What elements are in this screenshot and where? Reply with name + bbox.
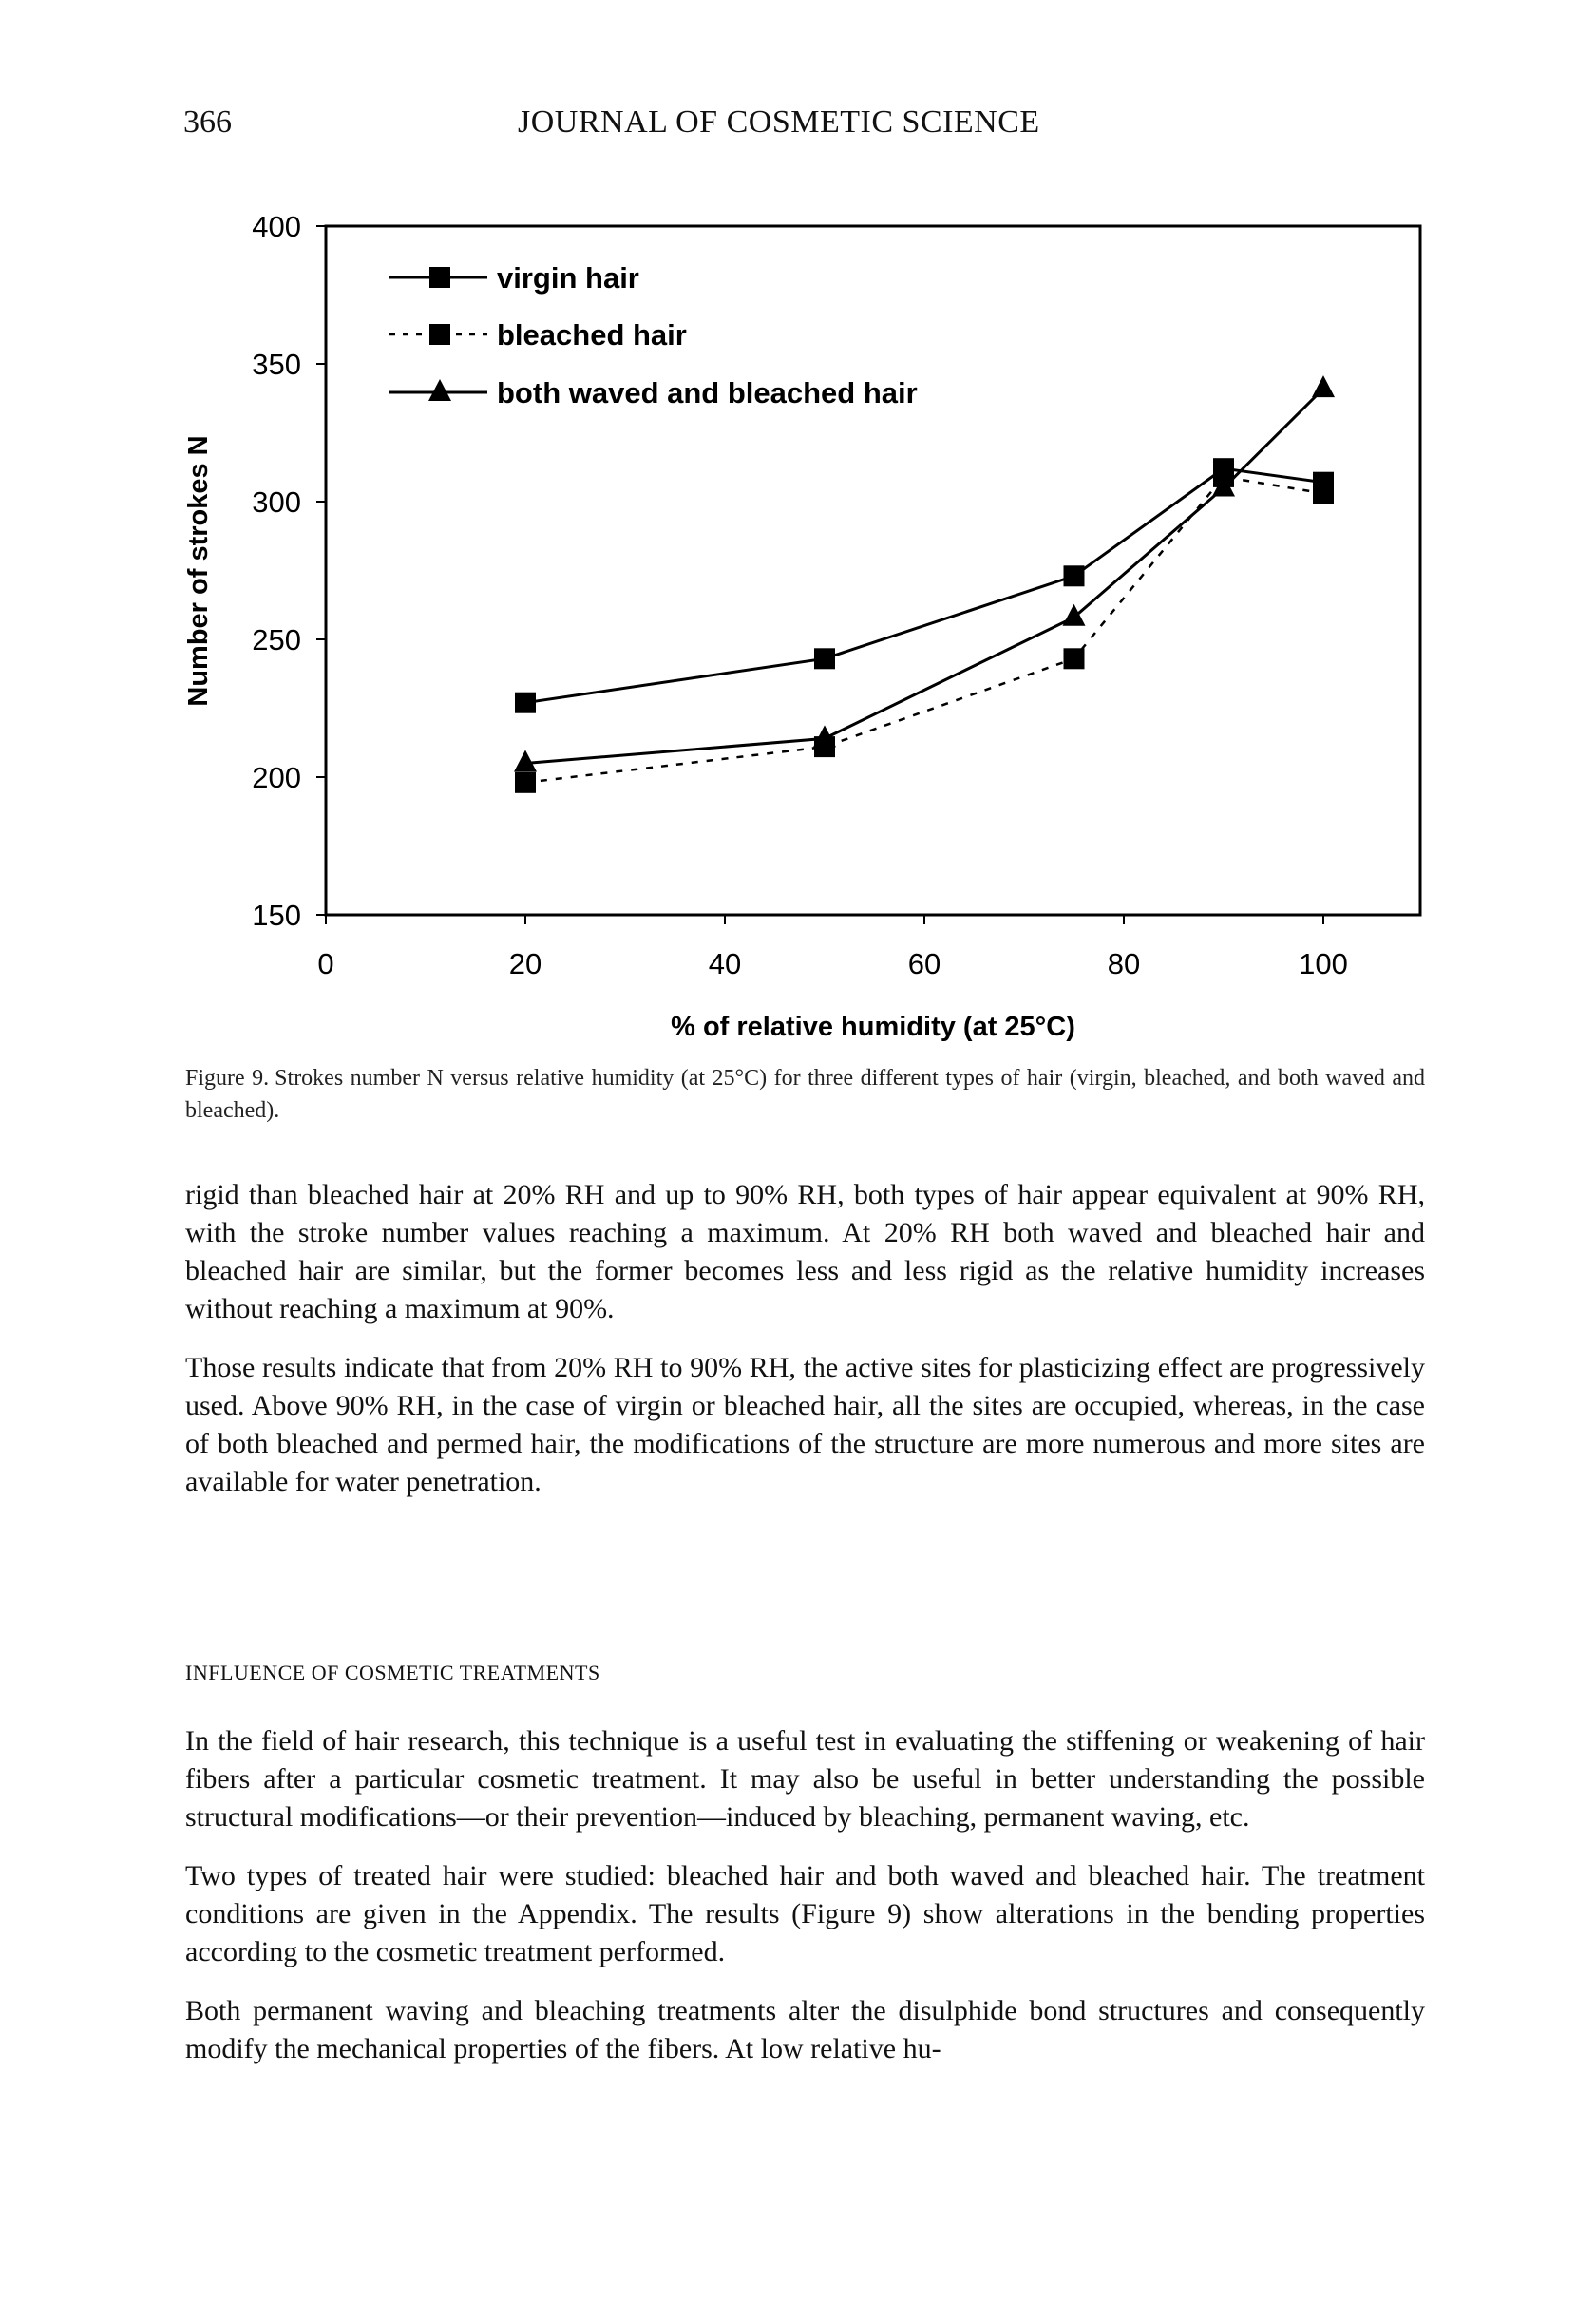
legend-square-icon <box>429 267 450 288</box>
x-tick-label: 60 <box>907 947 941 980</box>
x-tick-label: 100 <box>1299 947 1348 980</box>
section-body <box>185 1722 1425 2089</box>
figure-caption <box>185 1062 1425 1127</box>
caption-text: Strokes number N versus relative humidity (at 25°C) for three different types of hair (virgin, bleached, and both waved and bleached). <box>185 1066 1426 1123</box>
legend <box>390 261 918 409</box>
y-tick-label: 250 <box>252 623 301 656</box>
y-tick-label: 150 <box>252 899 301 932</box>
triangle-marker-icon <box>514 750 537 772</box>
square-marker-icon <box>1313 483 1334 504</box>
series-both-waved-and-bleached-hair <box>514 375 1335 771</box>
journal-title: JOURNAL OF COSMETIC SCIENCE <box>518 104 1040 140</box>
y-tick-label: 300 <box>252 485 301 519</box>
y-axis-title: Number of strokes N <box>183 435 214 707</box>
legend-label: bleached hair <box>497 318 687 352</box>
legend-label: both waved and bleached hair <box>497 376 918 409</box>
y-tick-label: 200 <box>252 761 301 794</box>
section-heading: INFLUENCE OF COSMETIC TREATMENTS <box>185 1661 600 1684</box>
plot-area <box>326 226 1420 915</box>
x-axis <box>317 915 1347 980</box>
triangle-marker-icon <box>1312 375 1335 397</box>
paragraph: Two types of treated hair were studied: bleached hair and both waved and bleached hair. The treatment conditions are given in the Appendix. The results (Figure 9) show alterations in the bending properties according to the cosmetic treatment performed. <box>185 1860 1425 1967</box>
page-number: 366 <box>183 104 232 140</box>
paragraph: In the field of hair research, this technique is a useful test in evaluating the stiffening or weakening of hair fibers after a particular cosmetic treatment. It may also be useful in better understanding the possible structural modifications—or their prevention—induced by bleaching, permanent waving, etc. <box>185 1725 1425 1833</box>
square-marker-icon <box>515 772 536 793</box>
square-marker-icon <box>515 693 536 713</box>
caption-label: Figure 9. <box>185 1066 270 1091</box>
body-text <box>185 1176 1425 1522</box>
square-marker-icon <box>1064 648 1085 669</box>
paragraph: Those results indicate that from 20% RH to 90% RH, the active sites for plasticizing effect are progressively used. Above 90% RH, in the case of virgin or bleached hair, all the sites are occupied, whereas, in the case of both bleached and permed hair, the modifications of the structure are more numerous and more sites are available for water penetration. <box>185 1352 1425 1497</box>
y-axis <box>252 210 326 932</box>
x-tick-label: 20 <box>508 947 542 980</box>
square-marker-icon <box>814 648 835 669</box>
series-virgin-hair <box>515 458 1334 713</box>
x-tick-label: 80 <box>1107 947 1141 980</box>
triangle-marker-icon <box>1063 604 1086 626</box>
y-tick-label: 400 <box>252 210 301 243</box>
series-bleached-hair <box>515 466 1334 793</box>
square-marker-icon <box>1064 565 1085 586</box>
x-axis-title: % of relative humidity (at 25°C) <box>671 1012 1075 1042</box>
legend-item <box>390 376 918 409</box>
y-tick-label: 350 <box>252 348 301 381</box>
x-tick-label: 0 <box>317 947 334 980</box>
legend-item <box>390 318 687 352</box>
legend-square-icon <box>429 324 450 345</box>
x-tick-label: 40 <box>708 947 742 980</box>
paragraph: Both permanent waving and bleaching treatments alter the disulphide bond structures and consequently modify the mechanical properties of the fibers. At low relative hu- <box>185 1995 1425 2064</box>
data-series <box>514 375 1335 793</box>
paragraph: rigid than bleached hair at 20% RH and up to 90% RH, both types of hair appear equivalent at 90% RH, with the stroke number values reaching a maximum. At 20% RH both waved and bleached hair and bleached hair are similar, but the former becomes less and less rigid as the relative humidity increases without reaching a maximum at 90%. <box>185 1179 1425 1324</box>
legend-triangle-icon <box>428 379 451 401</box>
legend-label: virgin hair <box>497 261 639 294</box>
figure-9-chart <box>0 0 1596 1054</box>
legend-item <box>390 261 639 294</box>
